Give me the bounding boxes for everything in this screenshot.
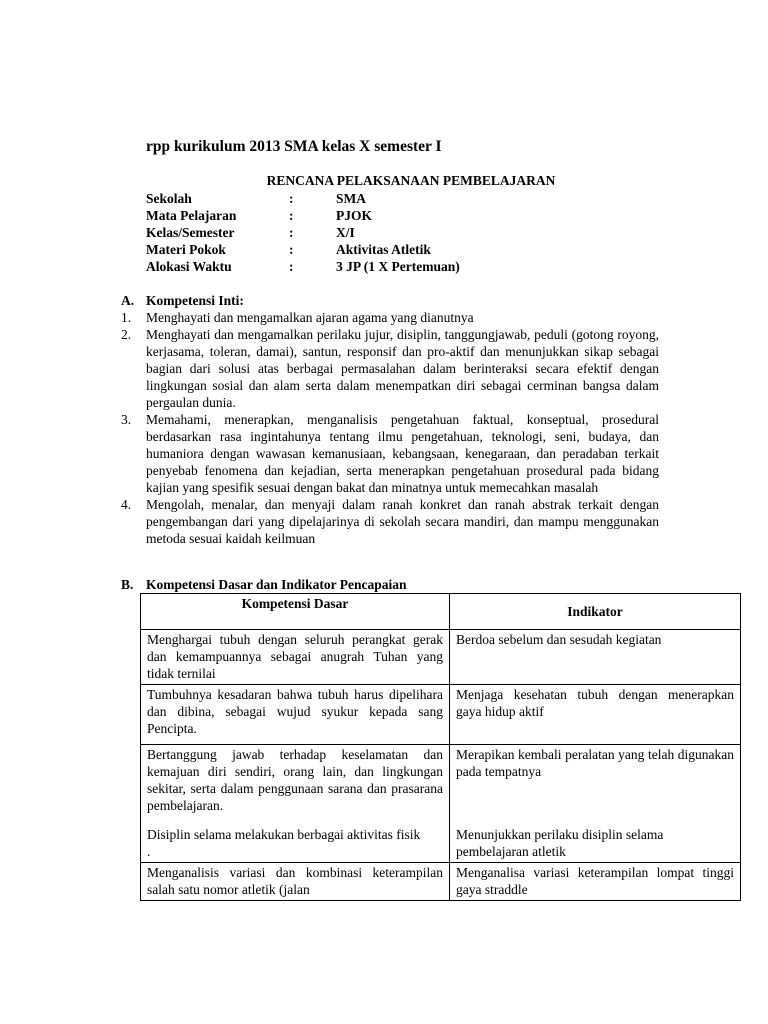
info-label: Materi Pokok xyxy=(146,242,226,257)
kd-cell xyxy=(141,745,450,863)
info-row-mata-pelajaran xyxy=(146,207,646,224)
info-row-alokasi-waktu xyxy=(146,258,646,275)
section-a-heading xyxy=(121,292,244,309)
list-number: 3. xyxy=(121,412,132,427)
school-info xyxy=(146,190,646,275)
info-separator: : xyxy=(289,225,294,240)
info-value: SMA xyxy=(336,191,366,206)
list-text: Menghayati dan mengamalkan ajaran agama yang dianutnya xyxy=(146,310,474,325)
info-value: 3 JP (1 X Pertemuan) xyxy=(336,259,460,274)
info-row-sekolah xyxy=(146,190,646,207)
spacer xyxy=(147,814,443,826)
list-text: Memahami, menerapkan, menganalisis pengetahuan faktual, konseptual, prosedural berdasarkan rasa ingintahunya tentang ilmu pengetahuan, teknologi, seni, budaya, dan humaniora dengan wawasan kemanusiaan, kebangsaan, kenegaraan, dan peradaban terkait penyebab fenomena dan kejadian, serta menerapkan pengetahuan prosedural pada bidang kajian yang spesifik sesuai dengan bakat dan minatnya untuk memecahkan masalah xyxy=(146,412,659,495)
list-item xyxy=(121,496,659,547)
list-text: Menghayati dan mengamalkan perilaku jujur, disiplin, tanggungjawab, peduli (gotong royong, kerjasama, toleran, damai), santun, responsif dan pro-aktif dan menunjukkan sikap sebagai bagian dari solusi atas berbagai permasalahan dalam berinteraksi secara efektif dengan lingkungan sosial dan alam serta dalam menempatkan diri sebagai cerminan bangsa dalam pergaulan dunia. xyxy=(146,327,659,410)
list-item xyxy=(121,411,659,496)
kd-text: . xyxy=(147,844,151,859)
header-kompetensi-dasar: Kompetensi Dasar xyxy=(141,594,450,630)
header-indikator: Indikator xyxy=(450,594,741,630)
indikator-cell xyxy=(450,745,741,863)
kd-cell: Menganalisis variasi dan kombinasi keterampilan salah satu nomor atletik (jalan xyxy=(141,863,450,901)
info-value: PJOK xyxy=(336,208,372,223)
info-separator: : xyxy=(289,208,294,223)
indikator-text: Merapikan kembali peralatan yang telah digunakan pada tempatnya xyxy=(456,747,734,779)
info-label: Kelas/Semester xyxy=(146,225,235,240)
kd-text: Bertanggung jawab terhadap keselamatan dan kemajuan diri sendiri, orang lain, dan lingkungan sekitar, serta dalam penggunaan sarana dan prasarana pembelajaran. xyxy=(147,747,443,813)
kompetensi-dasar-table xyxy=(140,593,741,901)
kd-text: Disiplin selama melakukan berbagai aktivitas fisik xyxy=(147,827,421,842)
kompetensi-inti-list xyxy=(121,309,659,547)
info-value: X/I xyxy=(336,225,355,240)
indikator-text: Menunjukkan perilaku disiplin selama pembelajaran atletik xyxy=(456,827,664,859)
kd-cell: Tumbuhnya kesadaran bahwa tubuh harus dipelihara dan dibina, sebagai wujud syukur kepada sang Pencipta. xyxy=(141,685,450,745)
section-title: Kompetensi Dasar dan Indikator Pencapaian xyxy=(146,577,407,592)
info-value: Aktivitas Atletik xyxy=(336,242,431,257)
list-text: Mengolah, menalar, dan menyaji dalam ranah konkret dan ranah abstrak terkait dengan pengembangan dari yang dipelajarinya di sekolah secara mandiri, dan mampu menggunakan metoda sesuai kaidah keilmuan xyxy=(146,497,659,546)
info-row-materi-pokok xyxy=(146,241,646,258)
info-label: Mata Pelajaran xyxy=(146,208,237,223)
table-row xyxy=(141,630,741,685)
info-row-kelas-semester xyxy=(146,224,646,241)
list-number: 2. xyxy=(121,327,132,342)
section-letter: A. xyxy=(121,293,135,308)
list-item xyxy=(121,309,659,326)
info-separator: : xyxy=(289,259,294,274)
document-title: rpp kurikulum 2013 SMA kelas X semester I xyxy=(146,138,442,155)
section-b-heading xyxy=(121,576,407,593)
section-letter: B. xyxy=(121,577,134,592)
table-row xyxy=(141,863,741,901)
indikator-cell: Berdoa sebelum dan sesudah kegiatan xyxy=(450,630,741,685)
table-row xyxy=(141,685,741,745)
table-header-row xyxy=(141,594,741,630)
section-title: Kompetensi Inti: xyxy=(146,293,244,308)
rpp-heading: RENCANA PELAKSANAAN PEMBELAJARAN xyxy=(266,173,556,188)
list-number: 1. xyxy=(121,310,132,325)
kd-cell: Menghargai tubuh dengan seluruh perangkat gerak dan kemampuannya sebagai anugrah Tuhan yang tidak ternilai xyxy=(141,630,450,685)
table-row xyxy=(141,745,741,863)
info-label: Alokasi Waktu xyxy=(146,259,232,274)
info-label: Sekolah xyxy=(146,191,192,206)
info-separator: : xyxy=(289,242,294,257)
indikator-cell: Menjaga kesehatan tubuh dengan menerapkan gaya hidup aktif xyxy=(450,685,741,745)
list-number: 4. xyxy=(121,497,132,512)
list-item xyxy=(121,326,659,411)
indikator-cell: Menganalisa variasi keterampilan lompat tinggi gaya straddle xyxy=(450,863,741,901)
info-separator: : xyxy=(289,191,294,206)
